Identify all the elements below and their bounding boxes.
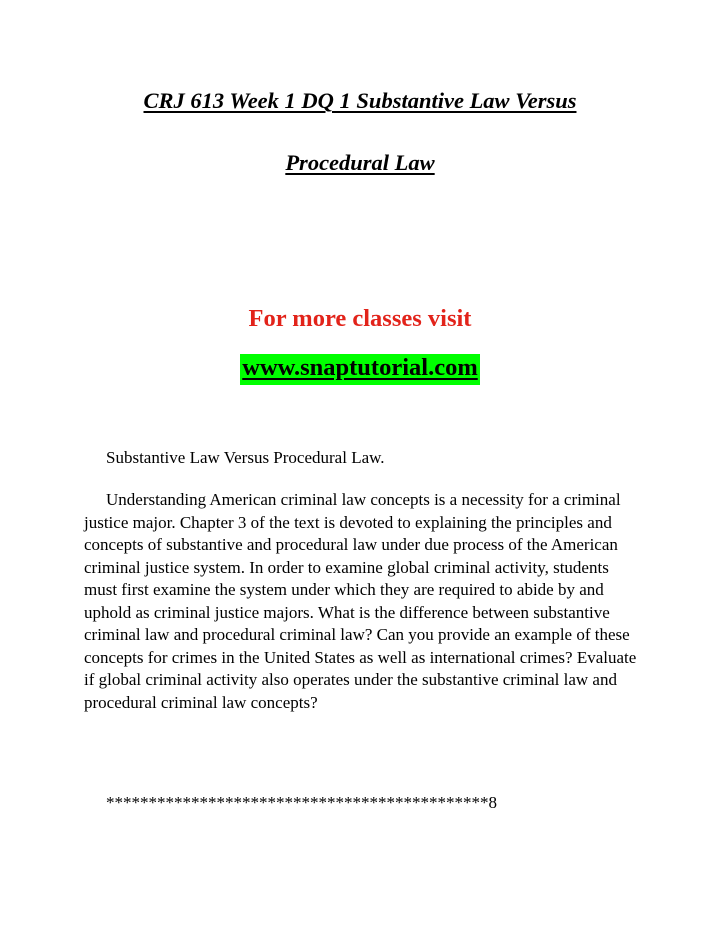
separator-line: *********************************************8 [106, 793, 497, 812]
promo-link-container [0, 354, 720, 385]
document-title-line-2: Procedural Law [285, 150, 435, 175]
snaptutorial-link[interactable]: www.snaptutorial.com [240, 354, 479, 385]
promo-text: For more classes visit [248, 305, 472, 332]
body-paragraph: Understanding American criminal law concepts is a necessity for a criminal justice major. Chapter 3 of the text is devoted to explaining the principles and concepts of substantive and procedural law under due process of the American criminal justice system. In order to examine global criminal activity, students must first examine the system under which they are required to abide by and uphold as criminal justice majors. What is the difference between substantive criminal law and procedural criminal law? Can you provide an example of these concepts for crimes in the United States as well as international crimes? Evaluate if global criminal activity also operates under the substantive criminal law and procedural criminal law concepts? [84, 490, 637, 712]
section-subheading: Substantive Law Versus Procedural Law. [106, 448, 385, 467]
document-title-line-1: CRJ 613 Week 1 DQ 1 Substantive Law Versus [143, 88, 577, 113]
